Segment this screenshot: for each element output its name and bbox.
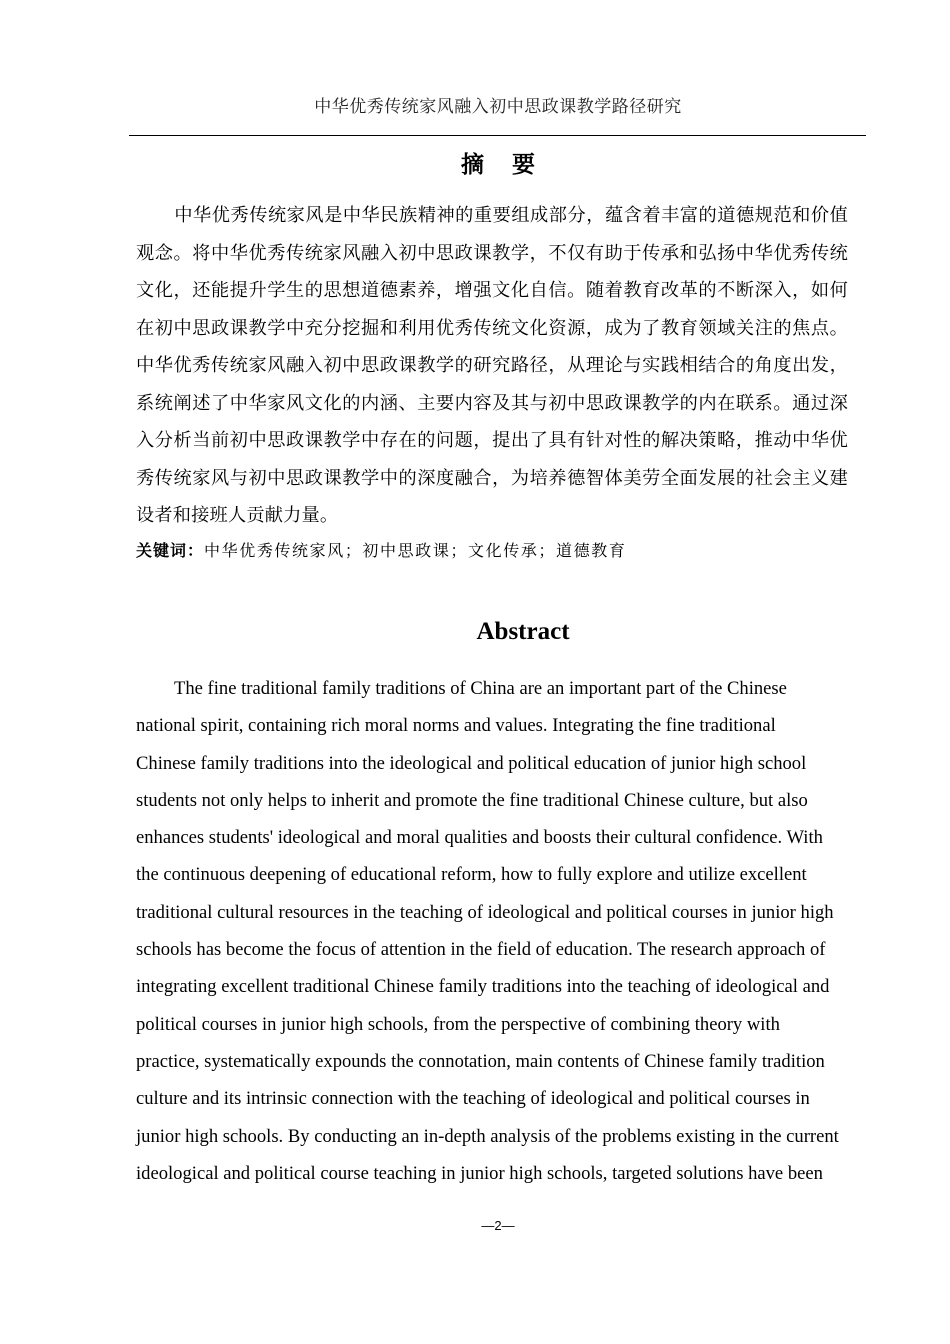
abstract-line: junior high schools. By conducting an in-depth analysis of the problems existing in the current: [136, 1125, 839, 1147]
header-divider: [129, 135, 866, 136]
abstract-line: students not only helps to inherit and promote the fine traditional Chinese culture, but also: [136, 789, 808, 811]
keywords-line: [136, 538, 626, 561]
abstract-line: Chinese family traditions into the ideological and political education of junior high school: [136, 752, 807, 774]
abstract-line: the continuous deepening of educational reform, how to fully explore and utilize excellent: [136, 864, 807, 886]
keywords-text: 中华优秀传统家风；初中思政课；文化传承；道德教育: [204, 541, 627, 560]
chinese-abstract-text: 中华优秀传统家风是中华民族精神的重要组成部分，蕴含着丰富的道德规范和价值观念。将中华优秀传统家风融入初中思政课教学，不仅有助于传承和弘扬中华优秀传统文化，还能提升学生的思想道德素养，增强文化自信。随着教育改革的不断深入，如何在初中思政课教学中充分挖掘和利用优秀传统文化资源，成为了教育领域关注的焦点。中华优秀传统家风融入初中思政课教学的研究路径，从理论与实践相结合的角度出发，系统阐述了中华家风文化的内涵、主要内容及其与初中思政课教学的内在联系。通过深入分析当前初中思政课教学中存在的问题，提出了具有针对性的解决策略，推动中华优秀传统家风与初中思政课教学中的深度融合，为培养德智体美劳全面发展的社会主义建设者和接班人贡献力量。: [136, 205, 848, 526]
page-number: —2—: [481, 1218, 515, 1233]
abstract-line: traditional cultural resources in the teaching of ideological and political courses in junior high: [136, 901, 834, 923]
abstract-line: political courses in junior high schools, from the perspective of combining theory with: [136, 1013, 780, 1035]
keywords-label: 关键词：: [136, 541, 205, 560]
abstract-line: culture and its intrinsic connection with the teaching of ideological and political courses in: [136, 1088, 810, 1110]
abstract-line: national spirit, containing rich moral norms and values. Integrating the fine traditional: [136, 715, 776, 737]
abstract-line: integrating excellent traditional Chinese family traditions into the teaching of ideological and: [136, 976, 830, 998]
abstract-line: ideological and political course teaching in junior high schools, targeted solutions have been: [136, 1162, 823, 1184]
english-abstract-body: [136, 670, 866, 1192]
abstract-line: practice, systematically expounds the connotation, main contents of Chinese family tradition: [136, 1050, 825, 1072]
chinese-abstract-title: 摘 要: [460, 152, 545, 178]
abstract-line: The fine traditional family traditions of China are an important part of the Chinese: [174, 678, 787, 699]
abstract-line: enhances students' ideological and moral qualities and boosts their cultural confidence. With: [136, 827, 823, 849]
chinese-abstract-body: [136, 197, 848, 535]
abstract-line: schools has become the focus of attention in the field of education. The research approach of: [136, 939, 826, 961]
english-abstract-title: Abstract: [476, 618, 570, 645]
running-header: 中华优秀传统家风融入初中思政课教学路径研究: [314, 97, 682, 117]
